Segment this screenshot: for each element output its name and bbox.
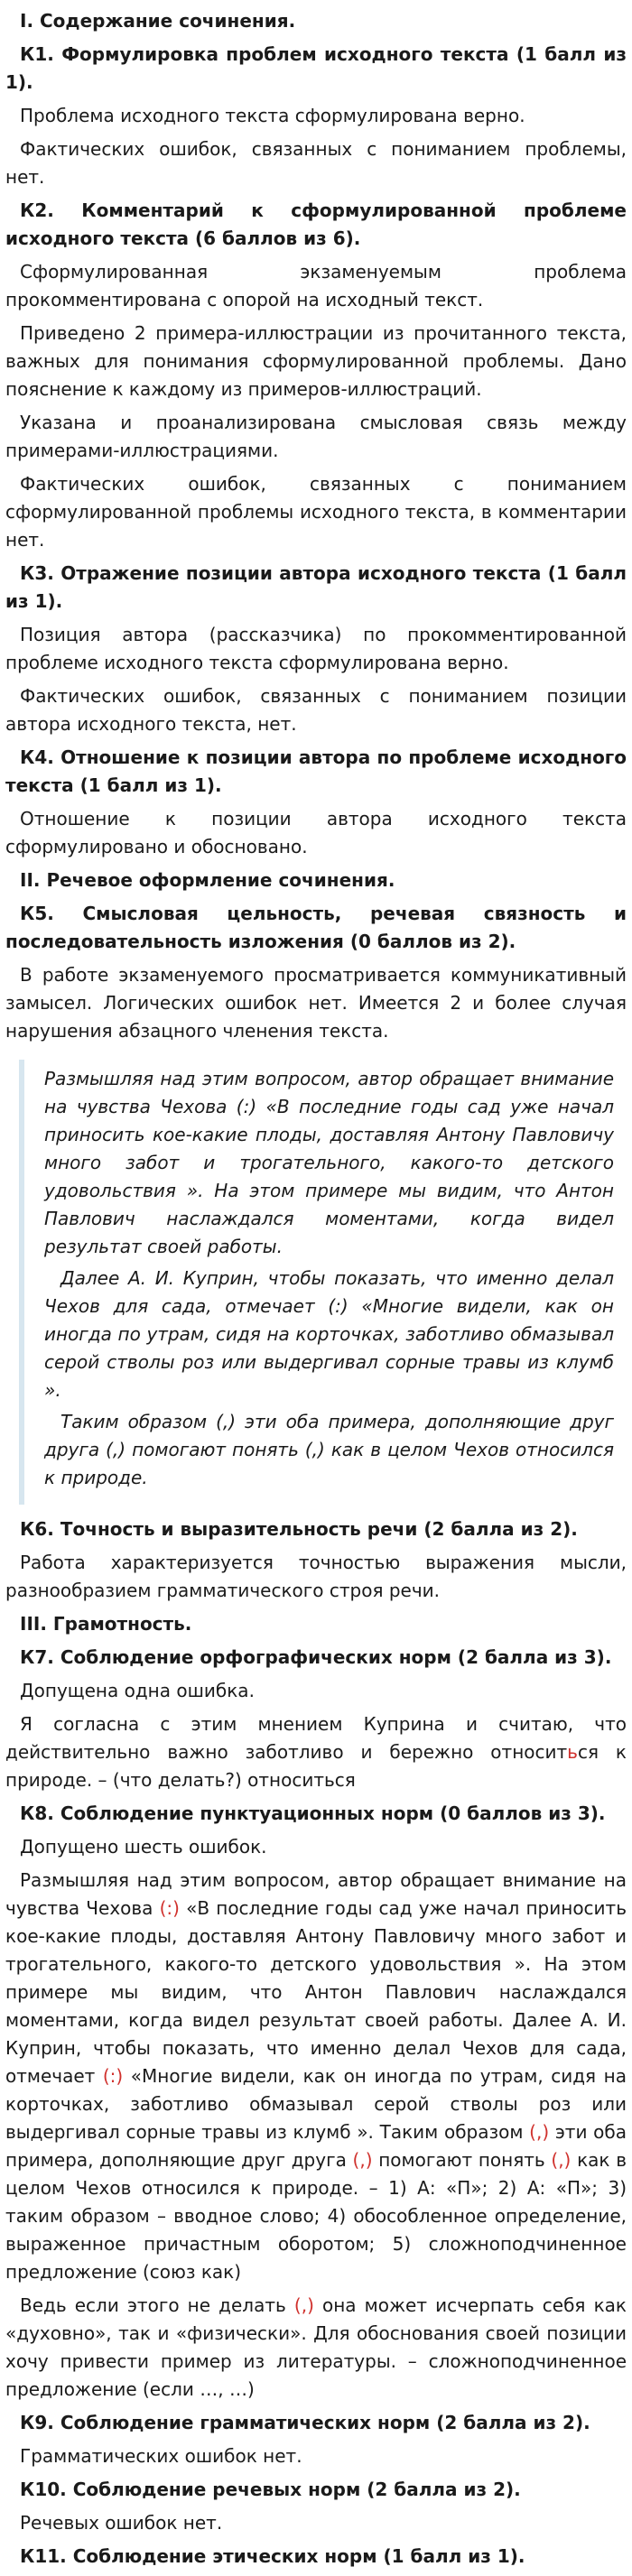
section-heading-literacy: III. Грамотность. [20,1613,192,1635]
criterion-k2-text: Указана и проанализирована смысловая связь между примерами-иллюстрациями. [5,412,627,461]
quote-paragraph: Размышляя над этим вопросом, автор обращает внимание на чувства Чехова (:) «В последние годы сад уже начал приносить кое-какие плоды, доставляя Антону Павловичу много забот и трогательного, какого-то детского удовольствия ». На этом примере мы видим, что Антон Павлович наслаждался моментами, когда видел результат своей работы. [44,1068,614,1257]
text-segment: «Многие видели, как он иногда по утрам, сидя на корточках, заботливо обмазывал серой стволы роз или выдергивал сорные травы из клумб ». Таким образом [5,2065,627,2143]
criterion-k10-text: Речевых ошибок нет. [20,2512,223,2534]
criterion-k3-title: К3. Отражение позиции автора исходного текста (1 балл из 1). [5,562,627,612]
criterion-k4-title: К4. Отношение к позиции автора по проблеме исходного текста (1 балл из 1). [5,746,627,796]
essay-excerpt-quote [19,1060,627,1505]
text-segment: помогают понять [372,2149,552,2171]
criterion-k6-text: Работа характеризуется точностью выражения мысли, разнообразием грамматического строя речи. [5,1552,627,1601]
criterion-k3-text: Фактических ошибок, связанных с пониманием позиции автора исходного текста, нет. [5,685,627,735]
error-highlight: (,) [551,2149,572,2171]
text-segment: она может исчерпать себя как «духовно», так и «физически». Для обоснования своей позиции хочу привести пример из литературы. – сложноподчиненное предложение (если …, …) [5,2294,627,2400]
criterion-k7-text: Допущена одна ошибка. [20,1680,255,1701]
error-highlight: (,) [293,2294,314,2316]
quote-paragraph: Далее А. И. Куприн, чтобы показать, что именно делал Чехов для сада, отмечает (:) «Многие видели, как он иногда по утрам, сидя на корточках, заботливо обмазывал серой стволы роз или выдергивал сорные травы из клумб ». [44,1267,614,1401]
text-segment: Я согласна с этим мнением Куприна и считаю, что действительно важно заботливо и бережно относит [5,1713,627,1763]
criterion-k9-text: Грамматических ошибок нет. [20,2445,302,2467]
criterion-k5-title: К5. Смысловая цельность, речевая связность и последовательность изложения (0 баллов из 2). [5,903,627,952]
criterion-k2-title: К2. Комментарий к сформулированной проблеме исходного текста (6 баллов из 6). [5,199,627,249]
criterion-k8-title: К8. Соблюдение пунктуационных норм (0 баллов из 3). [20,1802,606,1824]
error-highlight: ь [567,1741,578,1763]
criterion-k8-text: Допущено шесть ошибок. [20,1836,267,1858]
text-segment: ся к природе. – (что делать?) относиться [5,1741,627,1791]
criterion-k1-text: Проблема исходного текста сформулирована верно. [20,105,525,126]
criterion-k11-title: К11. Соблюдение этических норм (1 балл из 1). [20,2545,525,2567]
criterion-k9-title: К9. Соблюдение грамматических норм (2 балла из 2). [20,2412,590,2433]
criterion-k1-text: Фактических ошибок, связанных с пониманием проблемы, нет. [5,138,627,188]
error-highlight: (,) [352,2149,373,2171]
error-highlight: (,) [529,2121,550,2143]
text-segment: эти оба примера, дополняющие друг друга [5,2121,627,2171]
criterion-k8-example [5,1867,627,2286]
text-segment: Размышляя над этим вопросом, автор обращает внимание на чувства Чехова [5,1869,627,1919]
criterion-k3-text: Позиция автора (рассказчика) по прокомментированной проблеме исходного текста сформулирована верно. [5,624,627,673]
error-highlight: (:) [159,1897,180,1919]
criterion-k10-title: К10. Соблюдение речевых норм (2 балла из 2). [20,2479,521,2500]
criterion-k5-text: В работе экзаменуемого просматривается коммуникативный замысел. Логических ошибок нет. Имеется 2 и более случая нарушения абзацного членения текста. [5,964,627,1042]
criterion-k2-text: Сформулированная экзаменуемым проблема прокомментирована с опорой на исходный текст. [5,261,627,310]
error-highlight: (:) [102,2065,124,2087]
criterion-k4-text: Отношение к позиции автора исходного текста сформулировано и обосновано. [5,808,627,857]
criterion-k7-example [5,1710,627,1794]
section-heading-speech: II. Речевое оформление сочинения. [20,869,395,891]
text-segment: как в целом Чехов относился к природе. – 1) А: «П»; 2) А: «П»; 3) таким образом – вводное слово; 4) обособленное определение, выраженное причастным оборотом; 5) сложноподчиненное предложение (союз как) [5,2149,627,2283]
criterion-k1-title: К1. Формулировка проблем исходного текста (1 балл из 1). [5,43,627,93]
text-segment: Ведь если этого не делать [20,2294,294,2316]
criterion-k2-text: Фактических ошибок, связанных с пониманием сформулированной проблемы исходного текста, в комментарии нет. [5,473,627,551]
quote-paragraph: Таким образом (,) эти оба примера, дополняющие друг друга (,) помогают понять (,) как в целом Чехов относился к природе. [44,1411,614,1488]
criterion-k6-title: К6. Точность и выразительность речи (2 балла из 2). [20,1518,578,1540]
section-heading-content: I. Содержание сочинения. [20,10,296,32]
criterion-k2-text: Приведено 2 примера-иллюстрации из прочитанного текста, важных для понимания сформулированной проблемы. Дано пояснение к каждому из примеров-иллюстраций. [5,322,627,400]
criterion-k7-title: К7. Соблюдение орфографических норм (2 балла из 3). [20,1646,612,1668]
text-segment: «В последние годы сад уже начал приносить кое-какие плоды, доставляя Антону Павловичу много забот и трогательного, какого-то детского удовольствия ». На этом примере мы видим, что Антон Павлович наслаждался моментами, когда видел результат своей работы. Далее А. И. Куприн, чтобы показать, что именно делал Чехов для сада, отмечает [5,1897,627,2087]
criterion-k8-example [5,2292,627,2404]
